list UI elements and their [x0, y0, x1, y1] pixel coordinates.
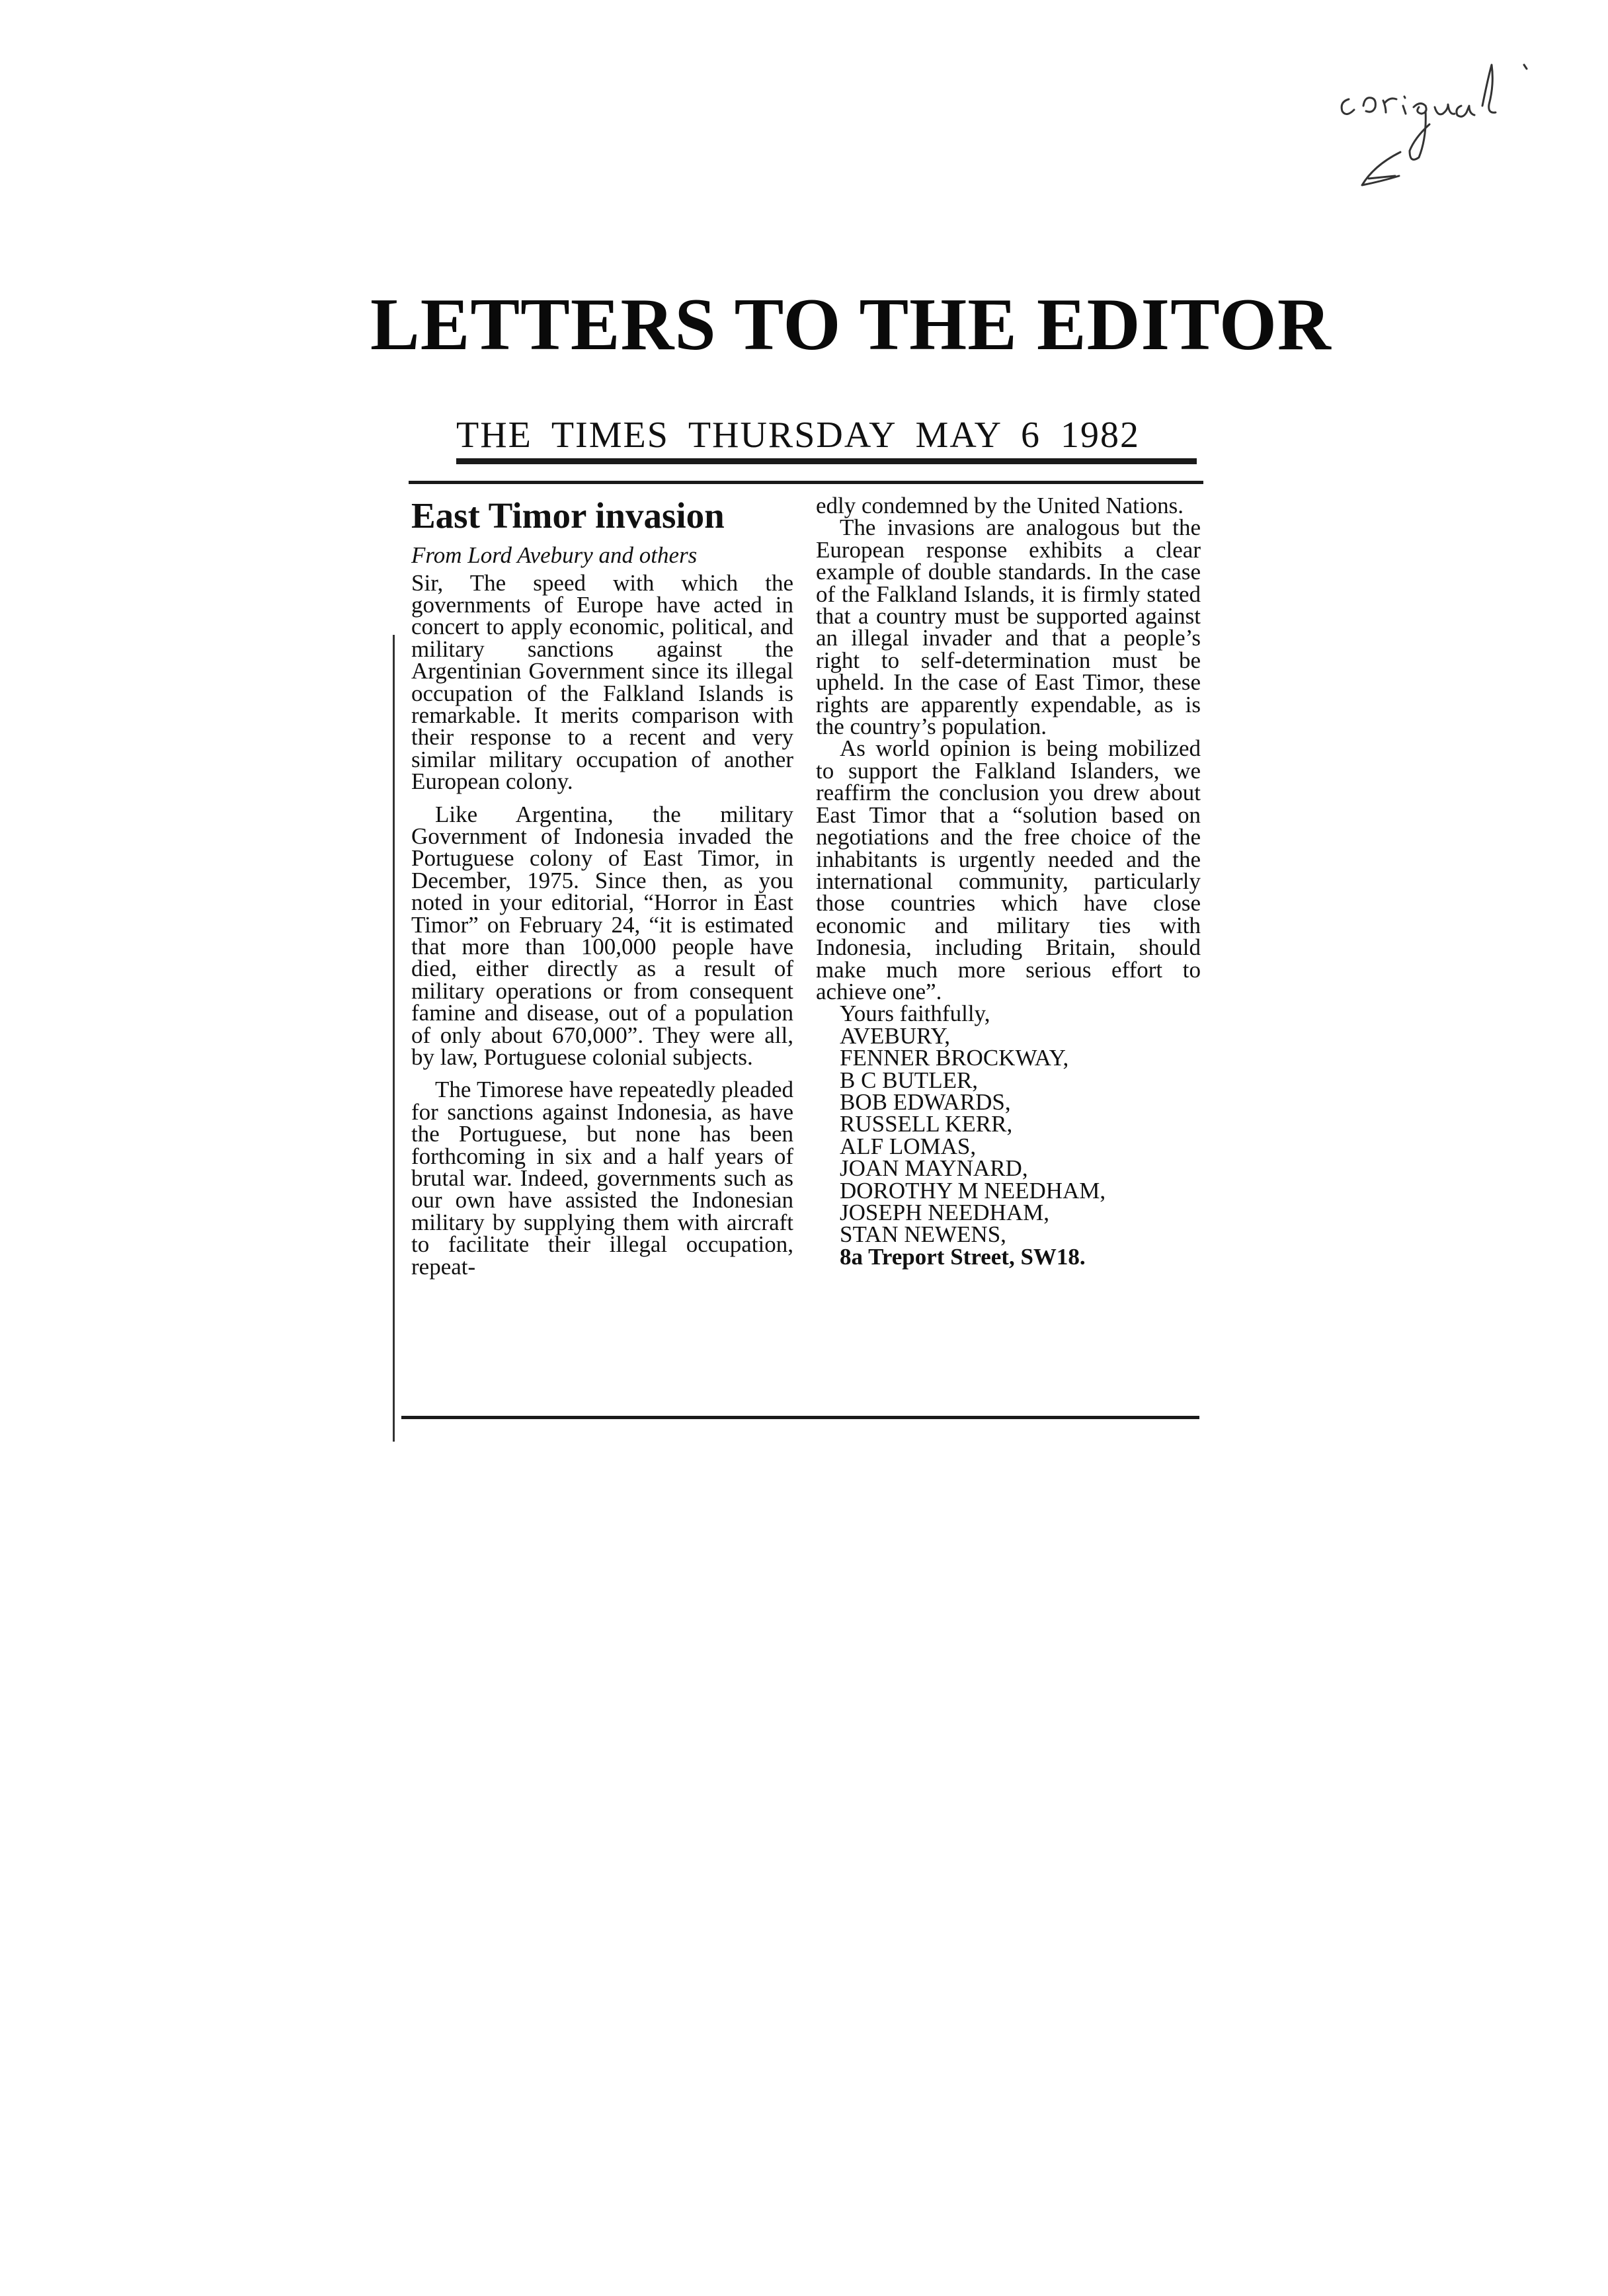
- signatory-name: AVEBURY,: [840, 1022, 950, 1049]
- bottom-rule: [401, 1416, 1199, 1419]
- signatory-address: 8a Treport Street, SW18.: [840, 1243, 1086, 1270]
- signatory-name: ALF LOMAS,: [840, 1133, 977, 1159]
- sign-off: Yours faithfully,: [840, 1001, 990, 1027]
- signatory-name: BOB EDWARDS,: [840, 1088, 1011, 1115]
- article-paragraph: The invasions are analogous but the European response exhibits a clear example of double standards. In the case of the Falkland Islands, it is firmly stated that a country must be supported against an illegal invader and that a people’s right to self-determination must be upheld. In the case of East Timor, these rights are apparently expendable, as is the country’s population.: [816, 514, 1201, 740]
- dateline: THE TIMES THURSDAY MAY 6 1982: [456, 415, 1140, 456]
- signatory-name: FENNER BROCKWAY,: [840, 1045, 1069, 1071]
- signatory-name: B C BUTLER,: [840, 1067, 979, 1093]
- article-column-right: [816, 495, 1201, 1268]
- article-headline: East Timor invasion: [411, 495, 725, 536]
- article-paragraph: As world opinion is being mobilized to support the Falkland Islanders, we reaffirm the conclusion you drew about East Timor that a “solution based on negotiations and the free choice of the inhabitants is urgently needed and the international community, particularly those countries which have close economic and military ties with Indonesia, including Britain, should make much more serious effort to achieve one”.: [816, 735, 1201, 1004]
- article-paragraph: Like Argentina, the military Government of Indonesia invaded the Portuguese colony of East Timor, in December, 1975. Since then, as you noted in your editorial, “Horror in East Timor” on February 24, “it is estimated that more than 100,000 people have died, either directly as a result of military operations or from consequent famine and disease, out of a population of only about 670,000”. They were all, by law, Portuguese colonial subjects.: [411, 801, 793, 1071]
- margin-line: [393, 635, 395, 1442]
- signatory-name: DOROTHY M NEEDHAM,: [840, 1177, 1106, 1204]
- signatory-name: JOAN MAYNARD,: [840, 1155, 1028, 1182]
- dateline-underline: [456, 458, 1197, 464]
- article-paragraph: The Timorese have repeatedly pleaded for sanctions against Indonesia, as have the Portuguese, but none has been forthcoming in six and a half years of brutal war. Indeed, governments such as our own have assisted the Indonesian military by supplying them with aircraft to facilitate their illegal occupation, repeat-: [411, 1077, 793, 1280]
- signatory-name: JOSEPH NEEDHAM,: [840, 1200, 1049, 1225]
- signatory-name: STAN NEWENS,: [840, 1221, 1006, 1248]
- signatory-name: RUSSELL KERR,: [840, 1111, 1013, 1137]
- signatory-list: [816, 1022, 1201, 1248]
- top-rule: [409, 481, 1203, 484]
- handwriting-original-icon: [1329, 60, 1547, 212]
- article-paragraph: Sir, The speed with which the governments of Europe have acted in concert to apply economic, political, and military sanctions against the Argentinian Government since its illegal occupation of the Falkland Islands is remarkable. It merits comparison with their response to a recent and very similar military occupation of another European colony.: [411, 569, 793, 795]
- handwritten-annotation: [1329, 60, 1547, 212]
- article-column-left: [411, 496, 793, 1278]
- article-paragraph: edly condemned by the United Nations.: [816, 493, 1184, 518]
- page-title: LETTERS TO THE EDITOR: [370, 284, 1332, 366]
- article-byline: From Lord Avebury and others: [411, 542, 698, 568]
